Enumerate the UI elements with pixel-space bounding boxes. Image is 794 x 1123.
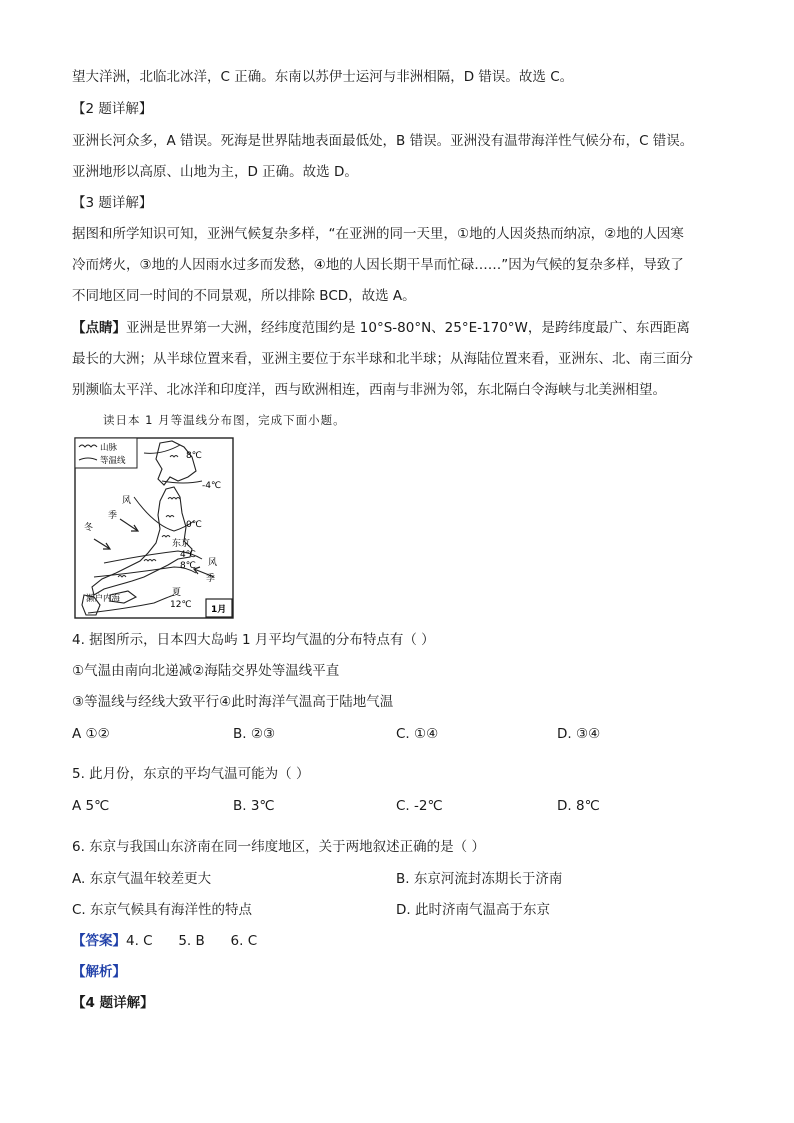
wind-label: 冬 <box>84 523 94 533</box>
q5-option-d[interactable]: D. 8℃ <box>557 798 600 814</box>
tip-text: 亚洲是世界第一大洲，经纬度范围约是 10°S-80°N、25°E-170°W，是跨纬度最广、东西距离 <box>126 320 690 336</box>
isotherm-label: -4℃ <box>202 481 222 491</box>
q6-option-a[interactable]: A. 东京气温年较差更大 <box>72 871 212 887</box>
text-line: 冷而烤火，③地的人因雨水过多而发愁，④地的人因长期干旱而忙碌……”因为气候的复杂多样，导致了 <box>72 257 684 273</box>
q6-option-c[interactable]: C. 东京气候具有海洋性的特点 <box>72 902 253 918</box>
section-heading: 【2 题详解】 <box>72 101 153 117</box>
answer-line <box>72 931 257 951</box>
answer-label: 【答案】 <box>72 933 126 949</box>
q4-option-d[interactable]: D. ③④ <box>557 726 601 742</box>
section-heading: 【4 题详解】 <box>72 995 154 1011</box>
wind-label: 季 <box>206 574 216 584</box>
isotherm-label: 0℃ <box>186 520 202 530</box>
legend-mountain: 山脉 <box>100 443 118 453</box>
text-line: 据图和所学知识可知，亚洲气候复杂多样，“在亚洲的同一天里，①地的人因炎热而纳凉，②地的人因寒 <box>72 226 684 242</box>
question-4-statement: ③等温线与经线大致平行④此时海洋气温高于陆地气温 <box>72 694 394 710</box>
wind-label: 风 <box>208 558 218 568</box>
isotherm-label: 4℃ <box>180 550 196 560</box>
seto-label: 濑户内海 <box>86 594 121 604</box>
q4-option-c[interactable]: C. ①④ <box>396 726 439 742</box>
isotherm-label: 12℃ <box>170 600 192 610</box>
text-line: 望大洋洲，北临北冰洋，C 正确。东南以苏伊士运河与非洲相隔，D 错误。故选 C。 <box>72 69 574 85</box>
figure-caption: 读日本 1 月等温线分布图，完成下面小题。 <box>103 413 346 427</box>
text-line: 亚洲长河众多，A 错误。死海是世界陆地表面最低处，B 错误。亚洲没有温带海洋性气候分布，C 错误。 <box>72 133 694 149</box>
q6-option-b[interactable]: B. 东京河流封冻期长于济南 <box>396 871 563 887</box>
q4-option-a[interactable]: A ①② <box>72 726 110 742</box>
question-5-stem: 5. 此月份，东京的平均气温可能为（ ） <box>72 766 310 782</box>
wind-label: 风 <box>122 496 132 506</box>
section-heading: 【3 题详解】 <box>72 195 153 211</box>
question-4-statement: ①气温由南向北递减②海陆交界处等温线平直 <box>72 663 340 679</box>
q4-option-b[interactable]: B. ②③ <box>233 726 276 742</box>
text-line: 亚洲地形以高原、山地为主，D 正确。故选 D。 <box>72 164 358 180</box>
tip-line <box>72 318 690 338</box>
text-line: 不同地区同一时间的不同景观，所以排除 BCD，故选 A。 <box>72 288 416 304</box>
question-6-stem: 6. 东京与我国山东济南在同一纬度地区，关于两地叙述正确的是（ ） <box>72 839 485 855</box>
text-line: 最长的大洲；从半球位置来看，亚洲主要位于东半球和北半球；从海陆位置来看，亚洲东、北、南三面分 <box>72 351 693 367</box>
isotherm-label: 8℃ <box>180 561 196 571</box>
answer-value: 4. C 5. B 6. C <box>126 933 258 949</box>
q5-option-c[interactable]: C. -2℃ <box>396 798 443 814</box>
question-4-stem: 4. 据图所示，日本四大岛屿 1 月平均气温的分布特点有（ ） <box>72 632 435 648</box>
japan-isotherm-map <box>74 437 234 619</box>
q6-option-d[interactable]: D. 此时济南气温高于东京 <box>396 902 550 918</box>
wind-label: 季 <box>108 511 118 521</box>
q5-option-a[interactable]: A 5℃ <box>72 798 110 814</box>
wind-label: 夏 <box>172 588 182 598</box>
q5-option-b[interactable]: B. 3℃ <box>233 798 275 814</box>
city-label-tokyo: 东京 <box>172 539 191 549</box>
analysis-label: 【解析】 <box>72 964 126 980</box>
text-line: 别濒临太平洋、北冰洋和印度洋，西与欧洲相连，西南与非洲为邻，东北隔白令海峡与北美洲相望。 <box>72 382 666 398</box>
map-svg <box>74 437 234 619</box>
tip-label: 【点睛】 <box>72 320 126 336</box>
month-label: 1月 <box>211 605 227 615</box>
legend-isotherm: 等温线 <box>100 456 126 466</box>
isotherm-label: 8℃ <box>186 451 202 461</box>
